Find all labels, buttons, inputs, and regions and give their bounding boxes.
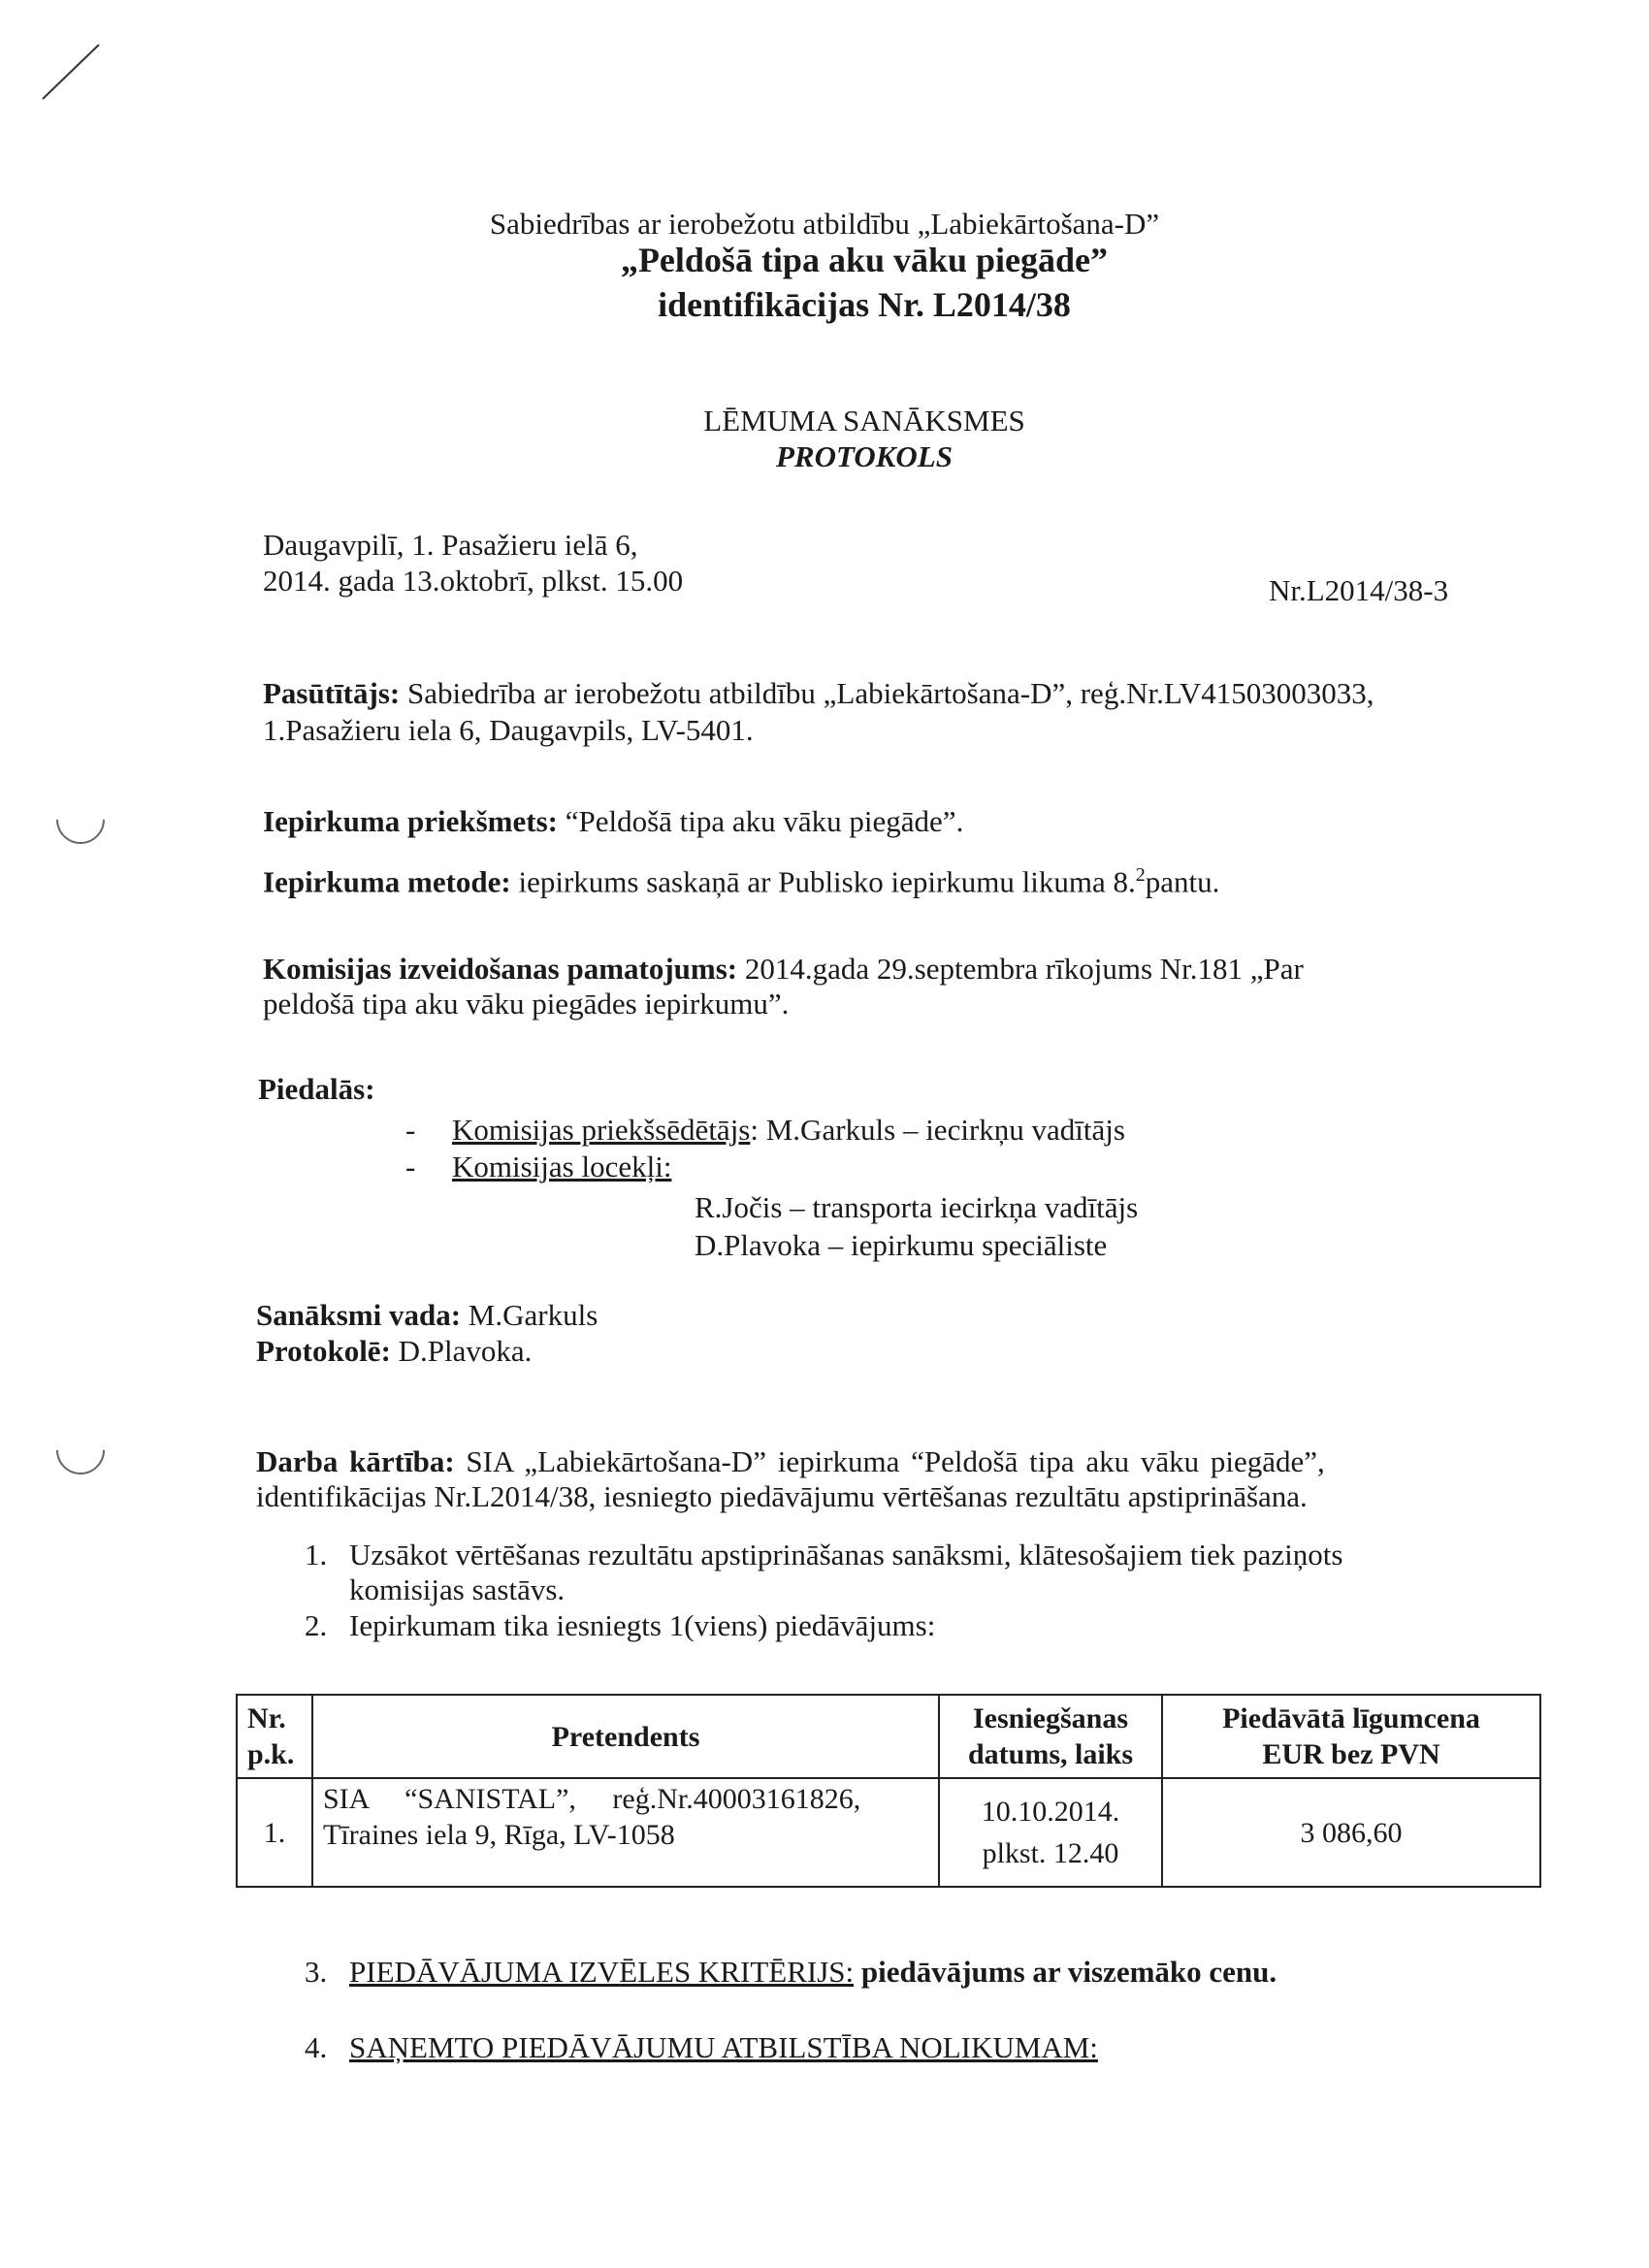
method-line [263,858,1219,899]
participants-label: Piedalās: [258,1072,375,1106]
basis-text: 2014.gada 29.septembra rīkojums Nr.181 „Par [737,952,1304,986]
member-2: D.Plavoka – iepirkumu speciāliste [695,1228,1108,1262]
table-header-nr: Nr. p.k. [237,1695,312,1778]
table-row [237,1778,1540,1887]
meeting-lead-label: Sanāksmi vada: [256,1298,462,1332]
list-item-1 [305,1537,1342,1572]
pen-stroke-mark [39,39,107,107]
chair-line: - Komisijas priekšsēdētājs: M.Garkuls – iecirkņu vadītājs [405,1113,1125,1147]
table-header-price: Piedāvātā līgumcena EUR bez PVN [1162,1695,1540,1778]
minutes-taker [256,1333,532,1369]
place-line: Daugavpilī, 1. Pasažieru ielā 6, [263,528,638,562]
table-header-row [237,1695,1540,1778]
method-sup: 2 [1135,864,1146,886]
date-line: 2014. gada 13.oktobrī, plkst. 15.00 [263,564,684,598]
agenda-line-2: identifikācijas Nr.L2014/38, iesniegto piedāvājumu vērtēšanas rezultātu apstiprināšana. [256,1479,1308,1513]
basis-line-2: peldošā tipa aku vāku piegādes iepirkumu”. [263,987,790,1021]
agenda-text: SIA „Labiekārtošana-D” iepirkuma “Peldošā tipa aku vāku piegāde”, [454,1444,1325,1478]
meeting-lead-text: M.Garkuls [461,1298,598,1332]
list-item-text: Iepirkumam tika iesniegts 1(viens) piedāvājums: [349,1608,936,1642]
agenda-label: Darba kārtība: [256,1444,455,1478]
meeting-lead [256,1297,598,1333]
members-line: - Komisijas locekļi: [405,1150,672,1183]
list-number: 1. [305,1538,328,1571]
list-number: 4. [305,2030,328,2064]
minutes-label: Protokolē: [256,1334,391,1368]
list-number: 2. [305,1608,328,1642]
minutes-text: D.Plavoka. [390,1334,533,1368]
customer-line [263,675,1374,711]
identification-number: identifikācijas Nr. L2014/38 [658,285,1071,324]
list-item-1-cont: komisijas sastāvs. [349,1572,566,1606]
method-tail: pantu. [1145,864,1220,899]
document-subtitle: PROTOKOLS [775,439,953,473]
agenda-line [256,1443,1325,1479]
customer-label: Pasūtītājs: [263,676,401,710]
list-item-text: Uzsākot vērtēšanas rezultātu apstiprināšanas sanāksmi, klātesošajiem tiek paziņots [349,1538,1343,1571]
punch-hole-mark [47,786,115,855]
punch-hole-mark [47,1416,115,1485]
list-item-4 [305,2029,1098,2065]
organization-header: Sabiedrības ar ierobežotu atbildību „Labiekārtošana-D” [489,207,1160,241]
list-item-label: SAŅEMTO PIEDĀVĀJUMU ATBILSTĪBA NOLIKUMAM: [349,2030,1098,2064]
list-number: 3. [305,1955,328,1989]
chair-text: : M.Garkuls – iecirkņu vadītājs [750,1113,1125,1147]
table-cell-price: 3 086,60 [1162,1778,1540,1887]
table-header-pretendents: Pretendents [312,1695,939,1778]
protocol-number: Nr.L2014/38-3 [1269,573,1449,607]
basis-label: Komisijas izveidošanas pamatojums: [263,952,738,986]
subject-line [263,803,963,839]
list-item-label: PIEDĀVĀJUMA IZVĒLES KRITĒRIJS: [349,1955,855,1989]
basis-line [263,951,1304,987]
customer-text: Sabiedrība ar ierobežotu atbildību „Labiekārtošana-D”, reģ.Nr.LV41503003033, [400,676,1374,710]
subject-label: Iepirkuma priekšmets: [263,804,558,838]
chair-label: Komisijas priekšsēdētājs [452,1113,751,1147]
procurement-title: „Peldošā tipa aku vāku piegāde” [620,241,1109,279]
list-item-2 [305,1607,935,1643]
list-item-text: piedāvājums ar viszemāko cenu. [854,1955,1277,1989]
members-label: Komisijas locekļi: [452,1150,672,1183]
table-cell-nr: 1. [237,1778,312,1887]
table-cell-pretendent: SIA “SANISTAL”, reģ.Nr.40003161826, Tīraines iela 9, Rīga, LV-1058 [312,1778,939,1887]
method-text: iepirkums saskaņā ar Publisko iepirkumu likuma 8. [510,864,1136,899]
customer-address: 1.Pasažieru iela 6, Daugavpils, LV-5401. [263,713,754,747]
table-header-date: Iesniegšanas datums, laiks [939,1695,1162,1778]
offers-table [236,1694,1541,1888]
member-1: R.Jočis – transporta iecirkņa vadītājs [695,1190,1139,1224]
table-cell-date: 10.10.2014. plkst. 12.40 [939,1778,1162,1887]
list-item-3 [305,1954,1277,1990]
subject-text: “Peldošā tipa aku vāku piegāde”. [557,804,964,838]
document-title: LĒMUMA SANĀKSMES [703,404,1025,437]
method-label: Iepirkuma metode: [263,864,511,899]
